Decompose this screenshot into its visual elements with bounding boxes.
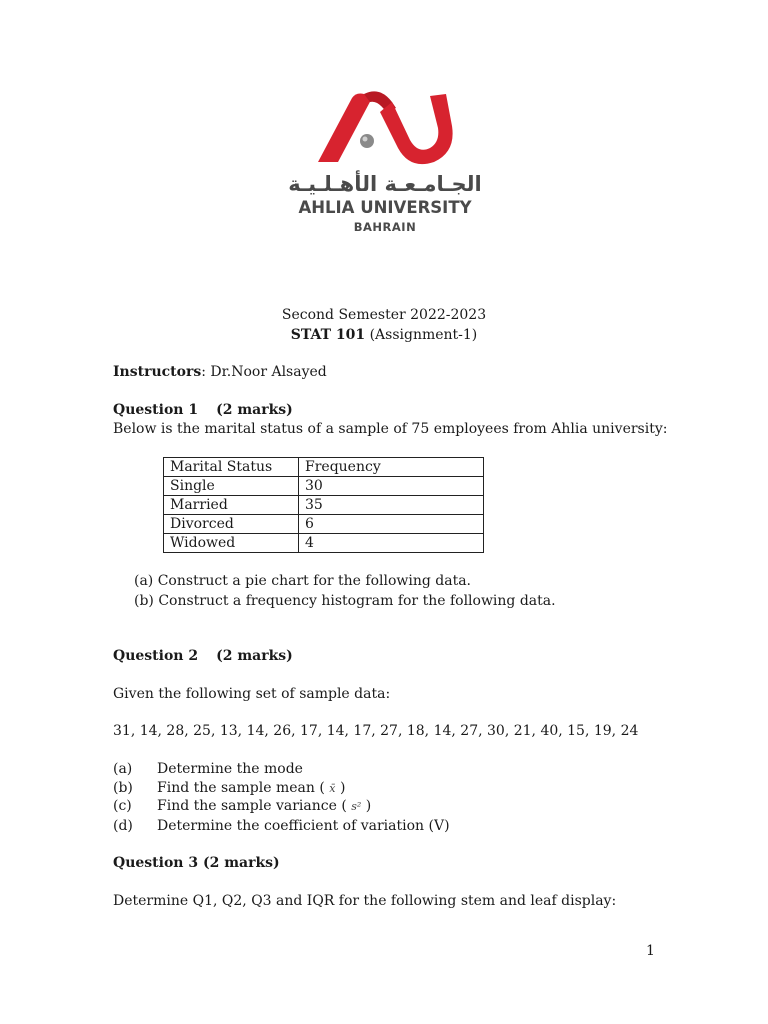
- q3-heading: [113, 855, 280, 871]
- table-row: [164, 534, 484, 553]
- marital-status-table: [163, 457, 484, 553]
- table-header-cell: Marital Status: [164, 458, 299, 477]
- q1-part-b: (b) Construct a frequency histogram for the following data.: [134, 593, 556, 609]
- part-label: (b): [113, 780, 133, 796]
- q3-text: Determine Q1, Q2, Q3 and IQR for the following stem and leaf display:: [113, 893, 617, 909]
- course-code: STAT 101: [290, 327, 366, 343]
- q3-title: Question 3 (2 marks): [113, 855, 280, 871]
- q2-part-a: [113, 761, 303, 777]
- table-cell: 4: [299, 534, 484, 553]
- logo-arabic-name: الجـامـعـة الأهـلـيـة: [288, 172, 482, 196]
- instructors-label: Instructors: [113, 364, 202, 380]
- table-row: [164, 515, 484, 534]
- q2-marks: (2 marks): [216, 648, 293, 664]
- table-row: [164, 477, 484, 496]
- instructors-line: [113, 364, 327, 380]
- table-row: [164, 496, 484, 515]
- course-line: [0, 327, 768, 343]
- part-text: Determine the mode: [157, 761, 303, 777]
- q2-text: Given the following set of sample data:: [113, 686, 391, 702]
- part-label: (d): [113, 818, 133, 834]
- table-cell: 6: [299, 515, 484, 534]
- table-cell: Married: [164, 496, 299, 515]
- table-cell: Widowed: [164, 534, 299, 553]
- table-cell: 30: [299, 477, 484, 496]
- table-cell: Single: [164, 477, 299, 496]
- mean-symbol: x̄: [329, 782, 336, 795]
- university-logo: [280, 88, 490, 248]
- page-number: 1: [646, 943, 655, 959]
- part-label: (c): [113, 798, 132, 814]
- part-end: ): [365, 798, 372, 814]
- logo-english-name: AHLIA UNIVERSITY: [298, 198, 472, 217]
- q2-part-c: [113, 798, 371, 814]
- q1-part-a: (a) Construct a pie chart for the following data.: [134, 573, 472, 589]
- part-label: (a): [113, 761, 133, 777]
- instructor-name: : Dr.Noor Alsayed: [201, 364, 327, 380]
- q2-data: 31, 14, 28, 25, 13, 14, 26, 17, 14, 17, 27, 18, 14, 27, 30, 21, 40, 15, 19, 24: [113, 723, 639, 739]
- q1-text: Below is the marital status of a sample of 75 employees from Ahlia university:: [113, 421, 668, 437]
- assignment-label: (Assignment-1): [369, 327, 478, 343]
- q1-heading: [113, 402, 293, 418]
- q2-part-d: [113, 818, 450, 834]
- q1-title: Question 1: [113, 402, 199, 418]
- semester-line: Second Semester 2022-2023: [281, 307, 487, 323]
- variance-symbol: s²: [351, 800, 362, 813]
- part-text: Find the sample mean (: [157, 780, 325, 796]
- table-header-row: [164, 458, 484, 477]
- logo-mark-icon: [280, 88, 490, 168]
- part-text: Determine the coefficient of variation (V): [157, 818, 450, 834]
- table-cell: 35: [299, 496, 484, 515]
- q2-part-b: [113, 780, 345, 796]
- logo-location: BAHRAIN: [353, 220, 417, 234]
- q2-heading: [113, 648, 293, 664]
- part-text: Find the sample variance (: [157, 798, 347, 814]
- q2-title: Question 2: [113, 648, 199, 664]
- table-header-cell: Frequency: [299, 458, 484, 477]
- table-cell: Divorced: [164, 515, 299, 534]
- part-end: ): [339, 780, 346, 796]
- q1-marks: (2 marks): [216, 402, 293, 418]
